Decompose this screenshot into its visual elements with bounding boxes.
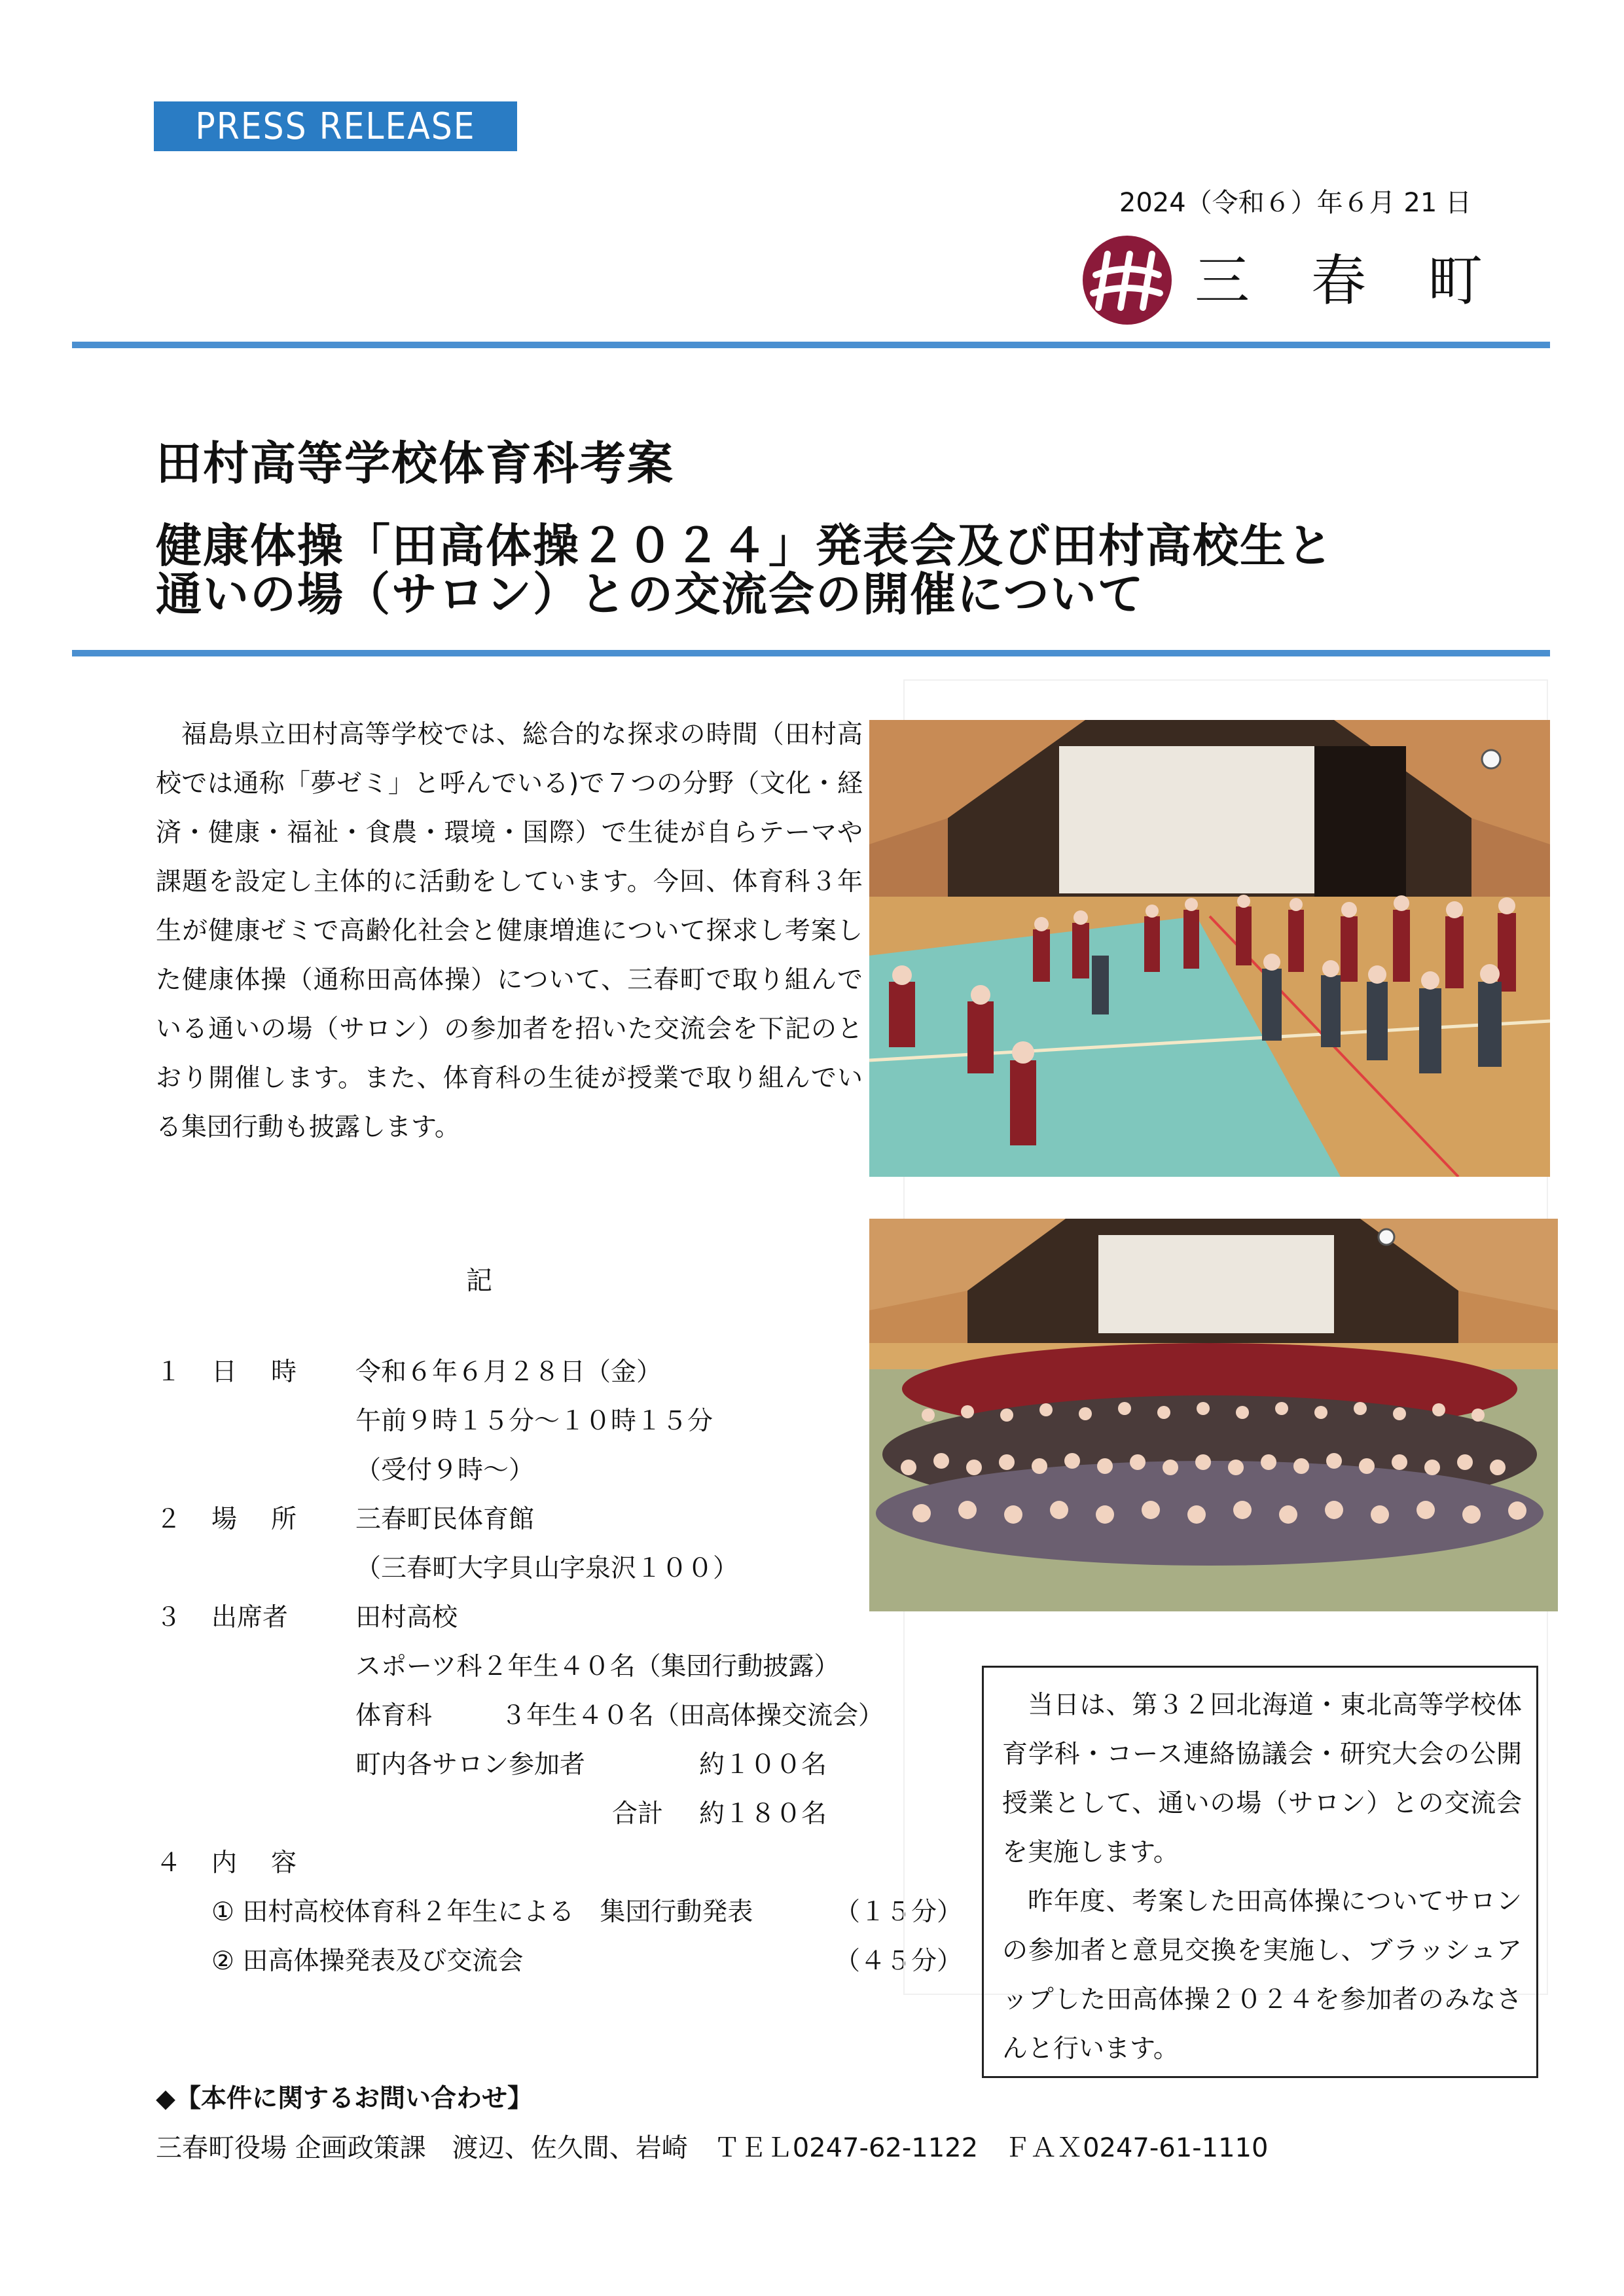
town-name-char-1: 三 <box>1195 248 1250 313</box>
title-line-1: 田村高等学校体育科考案 <box>156 437 674 490</box>
detail-date-value: 令和６年６月２８日（金） <box>355 1357 662 1387</box>
press-release-badge <box>154 101 517 151</box>
detail-label-content: 内 容 <box>211 1848 297 1878</box>
detail-label-date: 日 時 <box>211 1357 297 1387</box>
detail-attendees-value: 田村高校 <box>355 1603 458 1632</box>
title-line-3: 通いの場（サロン）との交流会の開催について <box>156 567 1145 621</box>
town-name <box>1195 237 1483 315</box>
detail-number: ３ <box>156 1603 182 1632</box>
town-name-char-3: 町 <box>1427 248 1483 313</box>
content-item-2-duration: （４５分） <box>835 1946 963 1976</box>
detail-label-attendees: 出席者 <box>211 1603 289 1632</box>
detail-total-label: 合計 <box>612 1799 664 1829</box>
note-paragraph-2: 昨年度、考案した田高体操についてサロンの参加者と意見交換を実施し、ブラッシュアップした田高体操２０２４を参加者のみなさんと行います。 <box>1002 1887 1522 2064</box>
detail-sports-students: スポーツ科２年生４０名（集団行動披露） <box>355 1652 840 1681</box>
release-date: 2024（令和６）年６月 21 日 <box>1119 188 1471 218</box>
detail-label-place: 場 所 <box>211 1505 297 1534</box>
title-divider <box>72 650 1550 656</box>
detail-place-value: 三春町民体育館 <box>355 1505 535 1534</box>
detail-pe-students: ３年生４０名（田高体操交流会） <box>501 1701 884 1731</box>
ki-heading: 記 <box>466 1266 492 1296</box>
detail-number: １ <box>156 1357 182 1387</box>
title-line-2: 健康体操「田高体操２０２４」発表会及び田村高校生と <box>156 519 1334 573</box>
header-divider <box>72 342 1550 348</box>
detail-address: （三春町大字貝山字泉沢１００） <box>355 1554 739 1583</box>
detail-pe-course: 体育科 <box>355 1701 433 1731</box>
content-item-2: ② 田高体操発表及び交流会 <box>211 1946 524 1976</box>
town-emblem-icon <box>1081 234 1173 326</box>
contact-info: 三春町役場 企画政策課 渡辺、佐久間、岩崎 ＴＥＬ0247-62-1122 ＦＡＸ0247-61-1110 <box>156 2133 1269 2163</box>
detail-reception: （受付９時～） <box>355 1456 535 1485</box>
town-name-char-2: 春 <box>1310 248 1366 313</box>
content-item-1-duration: （１５分） <box>835 1897 963 1927</box>
event-note-box <box>982 1666 1538 2078</box>
detail-total-value: 約１８０名 <box>699 1799 827 1829</box>
content-item-1: ① 田村高校体育科２年生による 集団行動発表 <box>211 1897 753 1927</box>
detail-number: ２ <box>156 1505 182 1534</box>
detail-salon-participants: 町内各サロン参加者 <box>355 1750 586 1780</box>
detail-salon-count: 約１００名 <box>699 1750 827 1780</box>
detail-time: 午前９時１５分～１０時１５分 <box>355 1407 713 1436</box>
note-paragraph-1: 当日は、第３２回北海道・東北高等学校体育学科・コース連絡協議会・研究大会の公開授業として、通いの場（サロン）との交流会を実施します。 <box>1002 1691 1522 1867</box>
detail-number: ４ <box>156 1848 182 1878</box>
gym-exercise-photo <box>869 720 1550 1177</box>
contact-heading: ◆【本件に関するお問い合わせ】 <box>156 2084 533 2113</box>
group-photo <box>869 1219 1558 1611</box>
intro-paragraph: 福島県立田村高等学校では、総合的な探求の時間（田村高校では通称「夢ゼミ」と呼んでいる)で７つの分野（文化・経済・健康・福祉・食農・環境・国際）で生徒が自らテーマや課題を設定し主体的に活動をしています。今回、体育科３年生が健康ゼミで高齢化社会と健康増進について探求し考案した健康体操（通称田高体操）について、三春町で取り組んでいる通いの場（サロン）の参加者を招いた交流会を下記のとおり開催します。また、体育科の生徒が授業で取り組んでいる集団行動も披露します。 <box>156 720 863 1142</box>
press-release-label: PRESS RELEASE <box>195 105 476 148</box>
